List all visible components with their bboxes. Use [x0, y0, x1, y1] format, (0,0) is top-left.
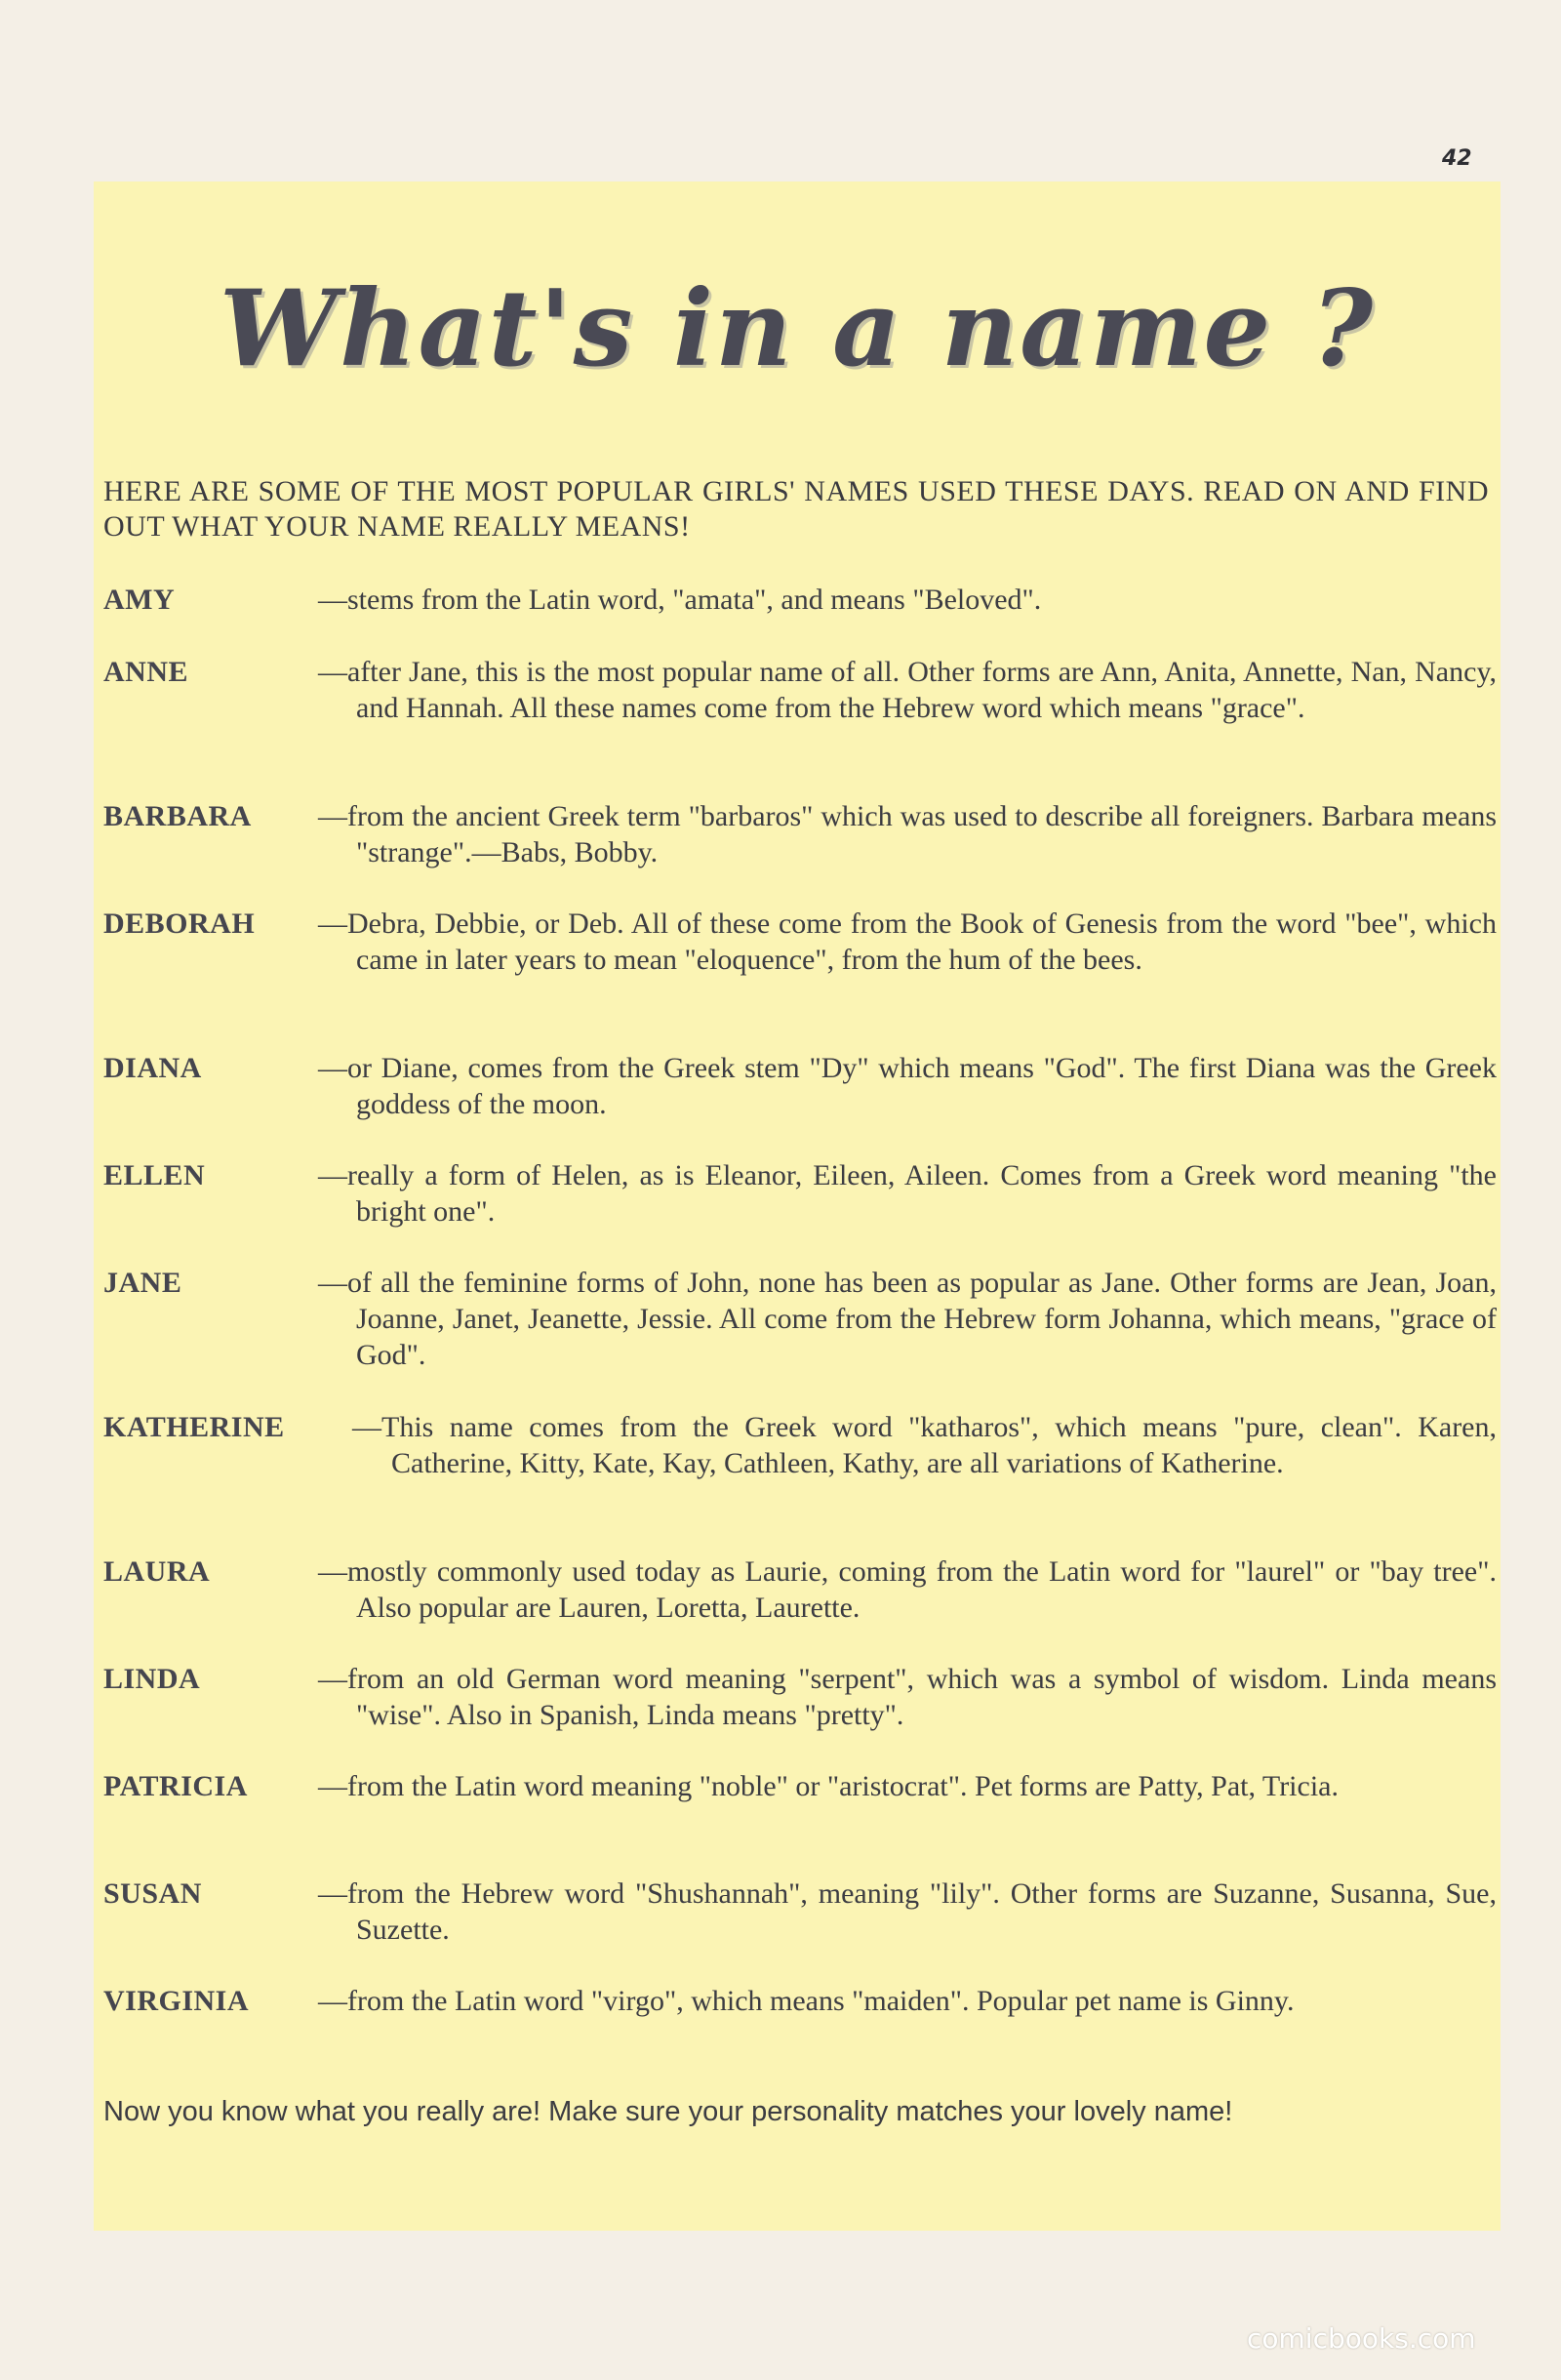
entry-definition: —of all the feminine forms of John, none has been as popular as Jane. Other forms are Jean, Joan, Joanne, Janet, Jeanette, Jessie. All come from the Hebrew form Johanna, which means, "grace of God". [318, 1267, 1497, 1371]
entry-definition: —from an old German word meaning "serpent", which was a symbol of wisdom. Linda means "wise". Also in Spanish, Linda means "pretty". [318, 1663, 1497, 1731]
entry-definition: —This name comes from the Greek word "katharos", which means "pure, clean". Karen, Catherine, Kitty, Kate, Kay, Cathleen, Kathy, are all variations of Katherine. [352, 1411, 1497, 1479]
entry-name: ELLEN [103, 1159, 206, 1191]
entry-name: JANE [103, 1267, 182, 1299]
page-title: What's in a name ? [219, 267, 1376, 390]
entry-name: BARBARA [103, 800, 252, 832]
entry-definition: —from the Latin word meaning "noble" or "aristocrat". Pet forms are Patty, Pat, Tricia. [318, 1770, 1339, 1802]
watermark: comicbooks.com [1247, 2322, 1476, 2355]
entry-name: KATHERINE [103, 1411, 285, 1443]
article-panel [94, 182, 1501, 2231]
page-number: 42 [1442, 146, 1472, 171]
entry-name: DEBORAH [103, 908, 256, 940]
entry-name: VIRGINIA [103, 1985, 250, 2017]
entry-definition: —from the ancient Greek term "barbaros" which was used to describe all foreigners. Barbara means "strange".—Babs, Bobby. [318, 800, 1497, 868]
entry-definition: —Debra, Debbie, or Deb. All of these come from the Book of Genesis from the word "bee", which came in later years to mean "eloquence", from the hum of the bees. [318, 908, 1497, 976]
entry-definition: —or Diane, comes from the Greek stem "Dy" which means "God". The first Diana was the Greek goddess of the moon. [318, 1052, 1497, 1120]
entry-name: AMY [103, 584, 176, 616]
entry-definition: —mostly commonly used today as Laurie, coming from the Latin word for "laurel" or "bay tree". Also popular are Lauren, Loretta, Laurette. [318, 1555, 1497, 1624]
entry-definition: —after Jane, this is the most popular name of all. Other forms are Ann, Anita, Annette, Nan, Nancy, and Hannah. All these names come from the Hebrew word which means "grace". [318, 656, 1497, 724]
entry-name: PATRICIA [103, 1770, 248, 1802]
intro-text: HERE ARE SOME OF THE MOST POPULAR GIRLS' NAMES USED THESE DAYS. READ ON AND FIND OUT WHAT YOUR NAME REALLY MEANS! [103, 475, 1489, 543]
entry-name: LAURA [103, 1555, 211, 1588]
entry-definition: —from the Hebrew word "Shushannah", meaning "lily". Other forms are Suzanne, Susanna, Sue, Suzette. [318, 1877, 1497, 1946]
entry-name: DIANA [103, 1052, 202, 1084]
entry-name: SUSAN [103, 1877, 202, 1910]
entry-name: LINDA [103, 1663, 201, 1695]
closing-text: Now you know what you really are! Make sure your personality matches your lovely name! [103, 2096, 1233, 2127]
entry-definition: —stems from the Latin word, "amata", and means "Beloved". [318, 584, 1042, 616]
entry-definition: —from the Latin word "virgo", which means "maiden". Popular pet name is Ginny. [318, 1985, 1295, 2017]
entry-name: ANNE [103, 656, 189, 688]
entry-definition: —really a form of Helen, as is Eleanor, Eileen, Aileen. Comes from a Greek word meaning "the bright one". [318, 1159, 1497, 1228]
